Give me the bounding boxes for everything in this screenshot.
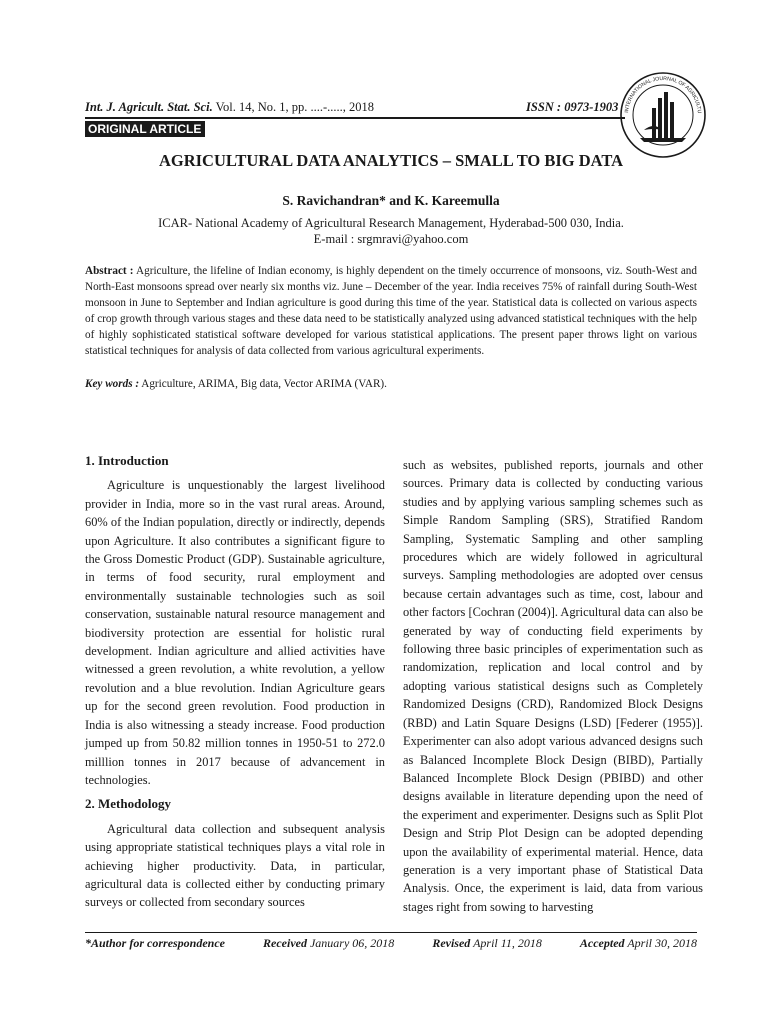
- revised-date: April 11, 2018: [470, 936, 542, 950]
- methodology-continued-paragraph: such as websites, published reports, journals and other sources. Primary data is collected by conducting various studies and by applying various sampling schemes such as Simple Random Sampling (SRS), Stratified Random Sampling, Systematic Sampling and other sampling procedures which are widely followed in agricultural surveys. Sampling methodologies are adopted over census because certain advantages such as time, cost, labour and other factors [Cochran (2004)]. Agricultural data can also be generated by way of conducting field experiments by following three basic principles of experimentation such as randomization, replication and local control and by adopting various statistical designs such as Completely Randomized Designs (CRD), Randomized Block Designs (RBD) and Latin Square Designs (LSD) [Federer (1955)]. Experimenter can also adopt various advanced designs such as Balanced Incomplete Block Design (BIBD), Partially Balanced Incomplete Block Design (PBIBD) and other designs available in literature depending upon the need of the experiment and experimenter. Designs such as Split Plot Design and Strip Plot Design can be adopted depending upon the availability of experimental material. Hence, data generation is a very important phase of Statistical Data Analysis. Once, the experiment is laid, data from various stages right from sowing to harvesting: [403, 458, 703, 914]
- logo-text: INTERNATIONAL JOURNAL OF AGRICULTU: [624, 75, 702, 114]
- footer-rule: [85, 932, 697, 933]
- keywords: [85, 378, 697, 390]
- affiliation: ICAR- National Academy of Agricultural Research Management, Hyderabad-500 030, India.: [158, 216, 624, 230]
- abstract: [85, 263, 697, 359]
- abstract-label: Abstract :: [85, 265, 134, 277]
- accepted-date: April 30, 2018: [624, 936, 697, 950]
- affiliation-block: [85, 215, 697, 247]
- volume-info: Vol. 14, No. 1, pp. ....-....., 2018: [212, 100, 375, 114]
- keywords-text: Agriculture, ARIMA, Big data, Vector ARIMA (VAR).: [139, 378, 387, 390]
- issn: ISSN : 0973-1903: [526, 100, 619, 114]
- journal-logo-icon: [618, 70, 708, 160]
- header-rule: [85, 117, 625, 119]
- paper-title: AGRICULTURAL DATA ANALYTICS – SMALL TO BIG DATA: [158, 151, 624, 170]
- section-heading-methodology: 2. Methodology: [85, 796, 171, 812]
- footer: [85, 936, 697, 951]
- received-date: January 06, 2018: [306, 936, 395, 950]
- authors: S. Ravichandran* and K. Kareemulla: [282, 193, 500, 208]
- correspondence-note: *Author for correspondence: [85, 936, 226, 950]
- right-column: [403, 456, 703, 916]
- revised-label: Revised: [432, 936, 471, 950]
- abstract-text: Agriculture, the lifeline of Indian economy, is highly dependent on the timely occurrence of monsoons, viz. South-West and North-East monsoons spread over nearly six months viz. June – December of the year. India receives 75% of rainfall during South-West monsoon in June to September and Indian agriculture is good during this time of the year. Statistical data is collected on various aspects of crop growth through various stages and these data need to be statistically analyzed using advanced statistical techniques with the help of highly sophisticated statistical software developed for various statistical applications. The present paper throws light on various statistical techniques for analysis of data collected from various agricultural experiments.: [85, 265, 697, 357]
- introduction-paragraph: Agriculture is unquestionably the largest livelihood provider in India, more so in the vast rural areas. Around, 60% of the Indian population, directly or indirectly, depends upon Agriculture. It also contributes a significant figure to the Gross Domestic Product (GDP). Sustainable agriculture, in terms of food security, rural employment and environmentally sustainable technologies such as soil conservation, sustainable natural resource management and biodiversity protection are essential for holistic rural development. Indian agriculture and allied activities have witnessed a green revolution, a white revolution, a yellow revolution and a blue revolution. Indian Agriculture gears up for the second green revolution. Food production in India is also witnessing a steady increase. Food production jumped up from 50.82 million tonnes in 1950-51 to 272.0 milllion tonnes in 2017 because of advancement in technologies.: [85, 478, 385, 787]
- email: E-mail : srgmravi@yahoo.com: [313, 232, 469, 246]
- section-heading-introduction: 1. Introduction: [85, 453, 169, 468]
- methodology-paragraph: Agricultural data collection and subsequent analysis using appropriate statistical techniques plays a vital role in achieving higher productivity. Data, in particular, agricultural data is collected either by conducting primary surveys or collected from secondary sources: [85, 821, 385, 910]
- journal-citation: [85, 100, 374, 115]
- article-type-badge: ORIGINAL ARTICLE: [85, 121, 205, 137]
- keywords-label: Key words :: [85, 378, 140, 390]
- accepted-info: [580, 936, 697, 951]
- received-info: [263, 936, 394, 951]
- received-label: Received: [263, 936, 307, 950]
- left-column: [85, 452, 385, 912]
- journal-name: Int. J. Agricult. Stat. Sci.: [85, 100, 213, 114]
- revised-info: [432, 936, 542, 951]
- accepted-label: Accepted: [579, 936, 625, 950]
